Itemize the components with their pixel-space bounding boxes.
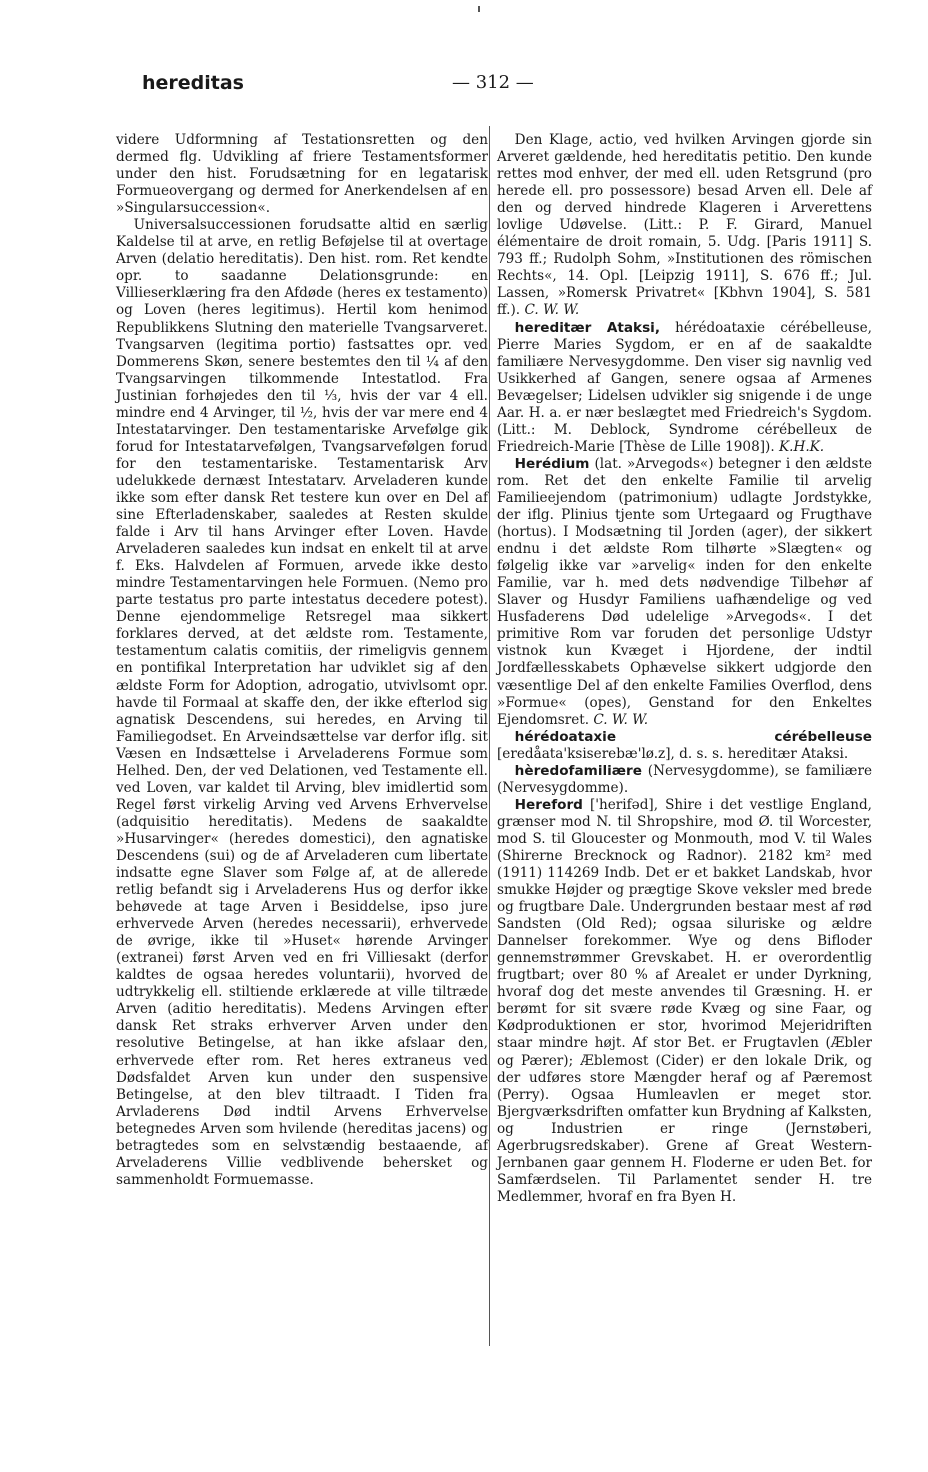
running-headword: hereditas (142, 72, 244, 94)
page-number: — 312 — (452, 72, 534, 93)
entry-text: (lat. »Arvegods«) betegner i den ældste rom. Ret det den enkelte Familie til arvelig Familieejendom (patrimonium) udlagte Jordstykke, der iflg. Plinius tjente som Urtegaard og Frugthave (hortus). I Modsætning til Jorden (ager), der sikkert endnu i det ældste Rom tilhørte »Slægten« og følgelig ikke var »arvelig« inden for den enkelte Familie, var h. med dets nødvendige Tilbehør af Slaver og Husdyr Familiens uafhændelige og ved Husfaderens Død udelelige »Arvegods«. I det primitive Rom var foruden det personlige Udstyr vistnok kun Kvæget i Hjordene, der indtil Jordfællesskabets Ophævelse sikkert udgjorde den væsentlige Del af den enkelte Families Overflod, dens »Formue« (opes), Genstand for den Enkeltes Ejendomsret. (497, 455, 872, 728)
page-header (142, 72, 782, 106)
entry-text: [eredåata'ksiserebæ'lø.z], d. s. s. hereditær Ataksi. (497, 745, 849, 762)
page-top-mark (478, 6, 480, 12)
entry-headword: hérédoataxie cérébelleuse (514, 728, 872, 745)
left-column (116, 132, 488, 1189)
entry-headword: Hereford (514, 796, 583, 813)
entry-headword: hèredofamiliære (514, 762, 642, 779)
paragraph: Universalsuccessionen forudsatte altid en særlig Kaldelse til at arve, en retlig Beføjelse til at overtage Arven (delatio hereditatis). Den hist. rom. Ret kendte opr. to saadanne Delationsgrunde: en Villieserklæring fra den Afdøde (heres ex testamento) og Loven (heres legitimus). Hertil kom henimod Republikkens Slutning den materielle Tvangsarveret. Tvangsarven (legitima portio) fastsattes opr. ved Dommerens Skøn, senere bestemtes den til ¼ af den Tvangsarvingen tilkommende Intestatlod. Fra Justinian forhøjedes den til ⅓, hvis der var 4 ell. mindre end 4 Arvinger, til ½, hvis der var mere end 4 Intestatarvinger. Den testamentariske Arvefølge gik forud for Intestatarvefølgen, Tvangsarvefølgen forud for den testamentariske. Testamentarisk Arv udelukkede dernæst Intestatarv. Arveladeren kunde ikke som efter dansk Ret testere kun over en Del af sine Efterladenskaber, saaledes at Resten skulde falde i Arv til hans Arvinger efter Loven. Havde Arveladeren saaledes kun indsat en enkelt til at arve f. Eks. Halvdelen af Formuen, arvede ikke desto mindre Testamentarvingen hele Formuen. (Nemo pro parte testatus pro parte intestatus decedere potest). Denne ejendommelige Retsregel maa sikkert forklares derved, at det ældste rom. Testamente, testamentum calatis comitiis, der rimeligvis gennem en pontifikal Interpretation har udviklet sig af den ældste Form for Adoption, adrogatio, utvivlsomt opr. havde til Formaal at skaffe den, der ikke efterlod sig agnatisk Descendens, sui heredes, en Arving til Familiegodset. En Arveindsættelse var derfor iflg. sit Væsen en Indsættelse i Arveladerens Formue som Helhed. Den, der ved Delationen, ved Testamente ell. ved Loven, var kaldet til Arving, blev imidlertid som Regel først virkelig Arving ved Arvens Erhvervelse (adquisitio hereditatis). Medens de saakaldte »Husarvinger« (heredes domestici), den agnatiske Descendens (sui) og de af Arveladeren cum libertate indsatte egne Slaver som Følge af, at de allerede retlig befandt sig i Arveladerens Hus og derfor ikke behøvede at tage Arven i Besiddelse, ipso jure erhvervede Arven (heredes necessarii), erhvervede de øvrige, ikke til »Huset« hørende Arvinger (extranei) først Arven ved en fri Villiesakt (derfor kaldtes de ogsaa heredes voluntarii), hvorved de udtrykkelig ell. stiltiende erklærede at ville tiltræde Arven (aditio hereditatis). Medens Arvingen efter dansk Ret straks erhverver Arven under den resolutive Betingelse, at han ikke afslaar den, erhvervede efter rom. Ret heres extraneus ved Dødsfaldet Arven kun under den suspensive Betingelse, at den blev tiltraadt. I Tiden fra Arvladerens Død indtil Arvens Erhvervelse betegnedes Arven som hvilende (hereditas jacens) og betragtedes som en selvstændig bestaaende, af Arveladerens Villie vedblivende behersket og sammenholdt Formuemasse. (116, 217, 488, 1188)
column-divider (489, 126, 490, 1346)
author-signature: C. W. W. (593, 711, 649, 728)
right-column (497, 132, 872, 1206)
entry-headword: Herédium (514, 455, 590, 472)
author-signature: K.H.K. (778, 438, 825, 455)
dictionary-entry (497, 456, 872, 729)
author-signature: C. W. W. (524, 302, 580, 319)
dictionary-entry (497, 729, 872, 763)
dictionary-entry (497, 320, 872, 456)
paragraph (497, 132, 872, 320)
paragraph-text: Den Klage, actio, ved hvilken Arvingen gjorde sin Arveret gældende, hed hereditatis petitio. Den kunde rettes mod enhver, der med ell. uden Retsgrund (pro herede ell. pro possessore) besad Arven ell. Dele af den og derved hindrede Klageren i Arverettens lovlige Udøvelse. (Litt.: P. F. Girard, Manuel élémentaire de droit romain, 5. Udg. [Paris 1911] S. 793 ff.; Rudolph Sohm, »Institutionen des römischen Rechts«, 14. Opl. [Leipzig 1911], S. 676 ff.; Jul. Lassen, »Romersk Privatret« [Kbhvn 1904], S. 581 ff.). (497, 132, 872, 319)
dictionary-entry (497, 763, 872, 797)
entry-text: (Nervesygdomme), se familiære (Nervesygdomme). (497, 762, 872, 796)
entry-text: hérédoataxie cérébelleuse, Pierre Maries Sygdom, er en af de saakaldte familiære Nervesygdomme. Den viser sig navnlig ved Usikkerhed af Gangen, senere ogsaa af Armenes Bevægelser; Lidelsen udvikler sig snigende i de unge Aar. H. a. er nær beslægtet med Friedreich's Sygdom. (Litt.: M. Deblock, Syndrome cérébelleux de Friedreich-Marie [Thèse de Lille 1908]). (497, 319, 872, 455)
dictionary-entry (497, 797, 872, 1206)
entry-text: ['herifəd], Shire i det vestlige England, grænser mod N. til Shropshire, mod Ø. til Worcester, mod S. til Gloucester og Monmouth, mod V. til Wales (Shirerne Brecknock og Radnor). 2182 km² med (1911) 114269 Indb. Det er et bakket Landskab, hvor smukke Højder og prægtige Skove veksler med brede og frugtbare Dale. Undergrunden bestaar mest af rød Sandsten (Old Red); ogsaa siluriske og ældre Dannelser forekommer. Wye og dens Bifloder gennemstrømmer Grevskabet. H. er overordentlig frugtbart; over 80 % af Arealet er under Dyrkning, hvoraf dog det meste anvendes til Græsning. H. er berømt for sit svære røde Kvæg og sine Faar, og Kødproduktionen er stor, hvorimod Mejeridriften staar mindre højt. Af stor Bet. er Frugtavlen (Æbler og Pærer); Æblemost (Cider) er den lokale Drik, og der udføres store Mængder heraf og af Pæremost (Perry). Ogsaa Humleavlen er meget stor. Bjergværksdriften omfatter kun Brydning af Kalksten, og Industrien er ringe (Jernstøberi, Agerbrugsredskaber). Grene af Great Western-Jernbanen gaar gennem H. Floderne er uden Bet. for Samfærdselen. Til Parlamentet sender H. tre Medlemmer, hvoraf en fra Byen H. (497, 796, 872, 1205)
entry-headword: hereditær Ataksi, (514, 319, 661, 336)
paragraph: videre Udformning af Testationsretten og den dermed flg. Udvikling af friere Testamentsformer under den hist. Forudsætning for en legatarisk Formueovergang og dermed for Anerkendelsen af en »Singularsuccession«. (116, 132, 488, 217)
